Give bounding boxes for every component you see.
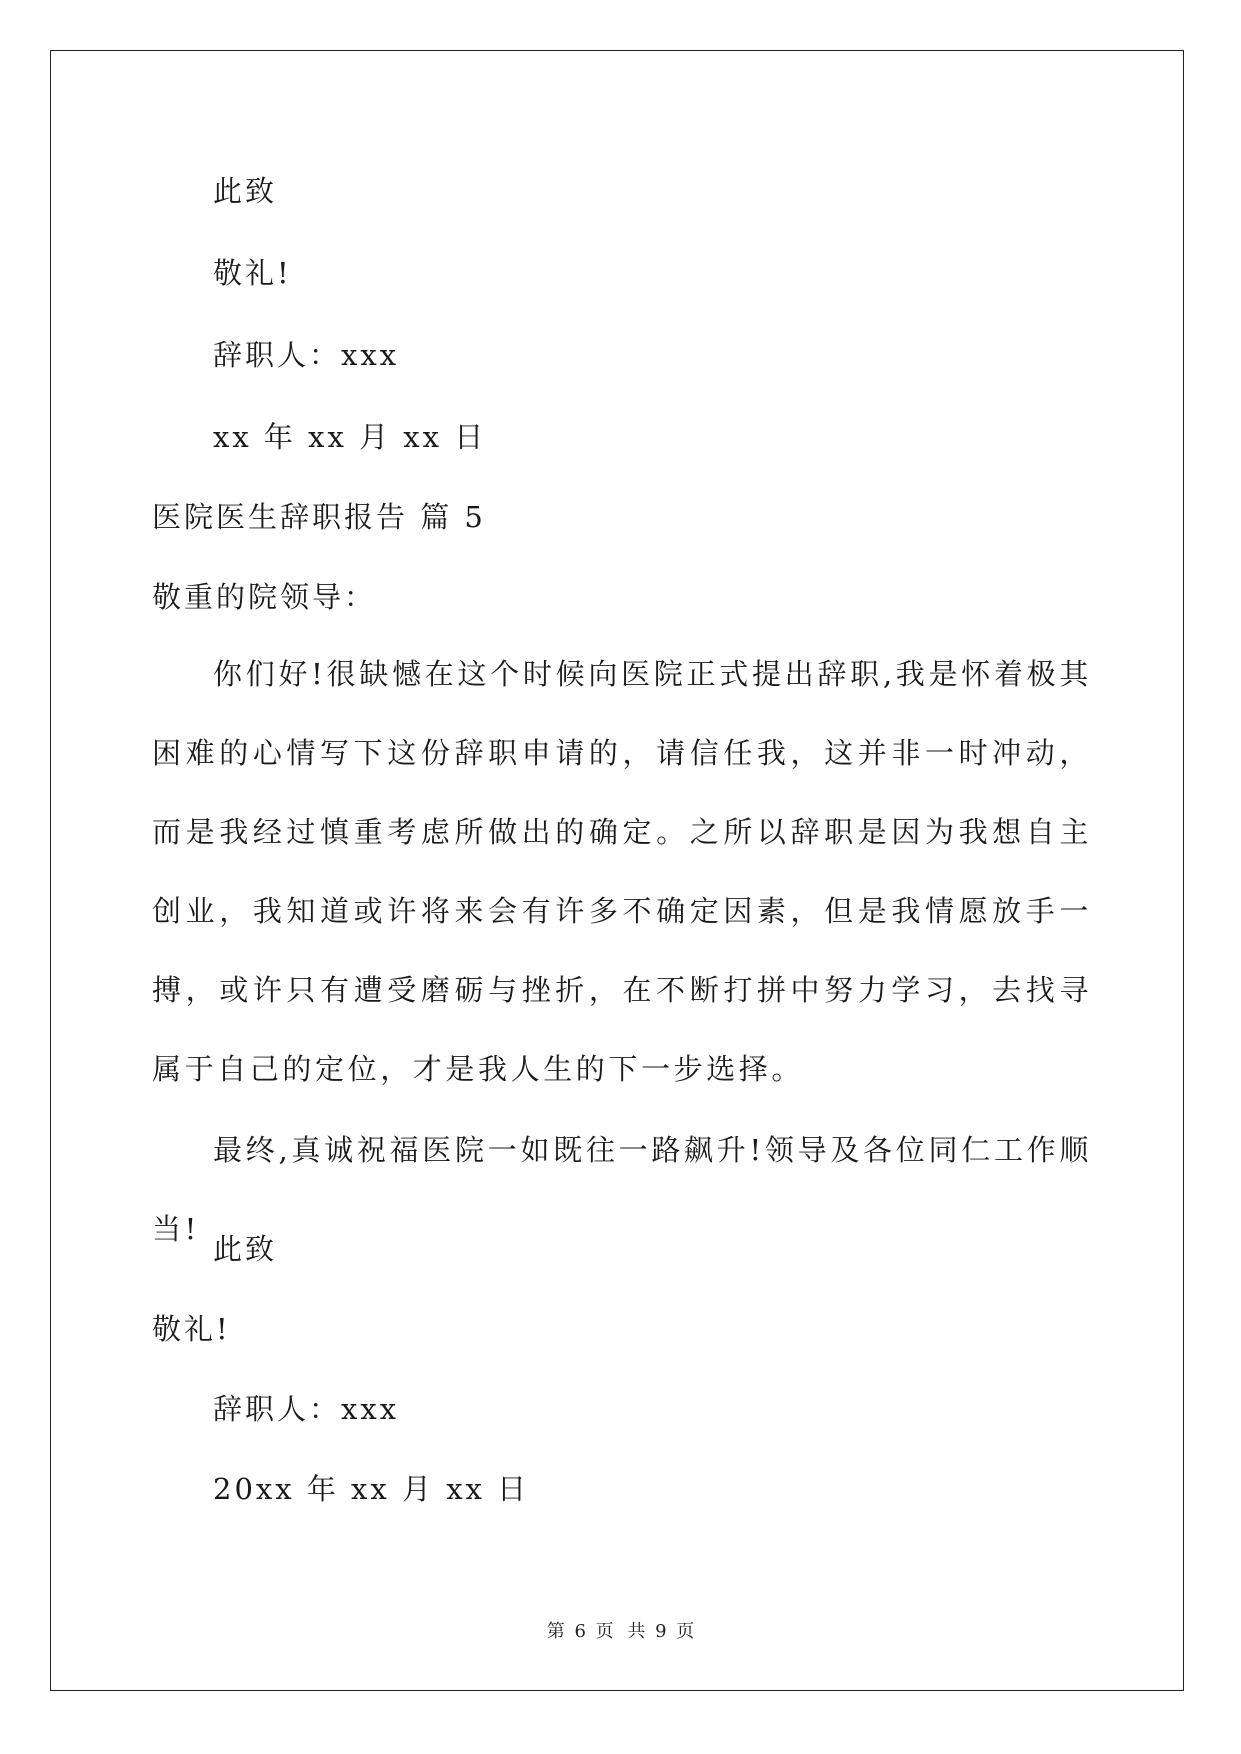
- greeting-text: 敬重的院领导：: [152, 580, 377, 614]
- signer-text: 辞职人：xxx: [213, 1392, 400, 1426]
- body-paragraph: 最终,真诚祝福医院一如既往一路飙升!领导及各位同仁工作顺当!: [152, 1133, 1092, 1246]
- closing-text: 此致: [213, 174, 278, 208]
- signer-text: 辞职人：xxx: [213, 338, 400, 372]
- page-footer: [0, 1617, 1241, 1643]
- salutation-text: 敬礼!: [213, 256, 292, 290]
- date-text: xx 年 xx 月 xx 日: [213, 420, 487, 454]
- section-title: 医院医生辞职报告 篇 5: [152, 500, 486, 534]
- date-text: 20xx 年 xx 月 xx 日: [213, 1472, 530, 1506]
- closing-text: 此致: [213, 1232, 278, 1266]
- page-total: 共 9 页: [627, 1621, 695, 1642]
- body-paragraph: 你们好!很缺憾在这个时候向医院正式提出辞职,我是怀着极其困难的心情写下这份辞职申请的，请信任我，这并非一时冲动，而是我经过慎重考虑所做出的确定。之所以辞职是因为我想自主创业，我知道或许将来会有许多不确定因素，但是我情愿放手一搏，或许只有遭受磨砺与挫折，在不断打拼中努力学习，去找寻属于自己的定位，才是我人生的下一步选择。: [152, 657, 1092, 1086]
- salutation-text: 敬礼!: [152, 1312, 231, 1346]
- page-number: 第 6 页: [546, 1621, 614, 1642]
